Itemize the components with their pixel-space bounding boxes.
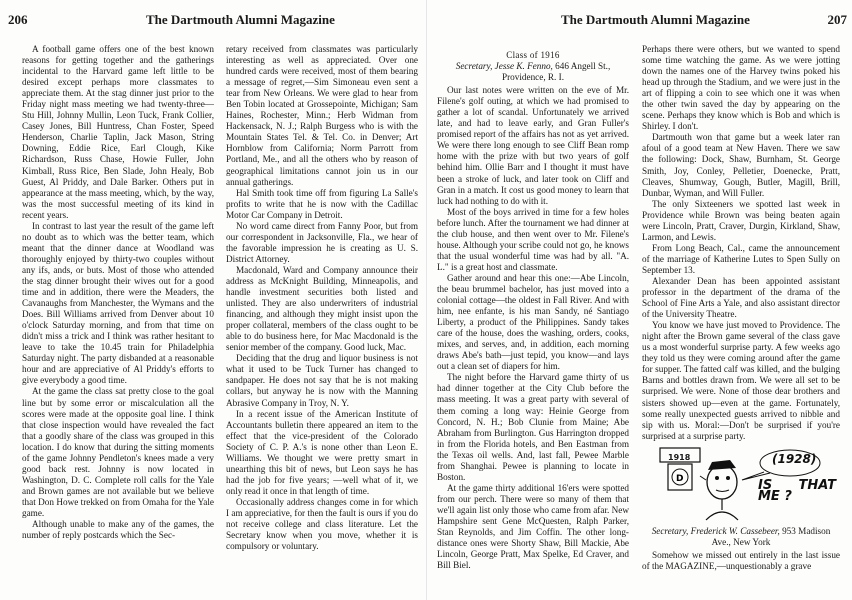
secretary-name: Frederick W. Cassebeer,: [690, 525, 780, 536]
left-column-1: [22, 44, 214, 541]
paragraph: The only Sixteeners we spotted last week in Providence while Brown was being beaten again were Lincoln, Pratt, Craver, Durgin, Kirkland, Shaw, Larmon, and Lewis.: [642, 198, 840, 242]
paragraph: Alexander Dean has been appointed assistant professor in the department of the drama of the School of Fine Arts a Yale, and also assistant director of the University Theatre.: [642, 275, 840, 320]
paragraph: At the game thirty additional 16'ers were spotted from our perch. There were so many of them that we'll again list only those who came from afar. New Hampshire sent Gene McQuesten, Ralph Parker, Stan Reynolds, and Jim Coffin. The other long-distance ones were Shorty Shaw, Bill Mackie, Abe Lincoln, George Pratt, Max Spelke, Ed Craver, and Bill Biel.: [437, 482, 629, 571]
right-column-2: [642, 44, 840, 572]
paragraph: Hal Smith took time off from figuring La Salle's profits to write that he is now with the Cadillac Motor Car Company in Detroit.: [226, 187, 418, 220]
paragraph: The night before the Harvard game thirty of us had dinner together at the City Club before the mass meeting. It was a great party with several of them coming a long way: Heinie George from Concord, N. H.; Bob Clunie from Maine; Abe Abraham from Burlington. Gus Harrington dropped in from the Florida hotels, and Ben Eastman from the Texas oil wells. And, last fall, Pewee Marble from Shanghai. Pewee is planning to locate in Boston.: [437, 372, 629, 482]
paragraph: In a recent issue of the American Institute of Accountants bulletin there appeared an item to the effect that the vice-president of the Colorado Society of C. P. A.'s is none other than Leon E. Williams. We thought we were pretty smart in unearthing this bit of news, but Leon says he has had the job for five years; —well what of it, we only read it once in that length of time.: [226, 408, 418, 496]
paragraph: Dartmouth won that game but a week later ran afoul of a good team at New Haven. There we saw the following: Dock, Shaw, Burnham, St. George Smith, Joy, Conley, Pelletier, Doenecke, Pratt, Cleaves, Shumway, Gough, Butler, Magill, Brill, Dunbar, Wyman, and Will Fuller.: [642, 132, 840, 198]
paragraph: Our last notes were written on the eve of Mr. Filene's golf outing, at which we had promised to gather a lot of scandal. Unfortunately we arrived late, and had to leave early, and Gran Fuller's promised report of the affairs has not as yet arrived. We were there long enough to see Cliff Bean romp home with the prize with but two years of golf behind him. Ollie Barr and I thought it must have been a stroke of luck, and later took on Cliff and Gran in a match. It cost us good money to learn that luck had nothing to do with it.: [437, 85, 629, 206]
left-page-header: [0, 12, 426, 30]
secretary-name: Jesse K. Fenno,: [494, 61, 553, 72]
paragraph: retary received from classmates was particularly interesting as well as appreciated. Over one hundred cards were received, most of them bearing a message of regret,—Sim Simoneau even sent a tear from New Orleans. We were glad to hear from Ben Tobin located at Grossepointe, Michigan; Sam Haines, Rochester, Minn.; Herb Widman from Hackensack, N. J.; Ralph Burgess who is with the Mountain States Tel. & Tel. Co. in Denver; Art Hornblow from California; Norm Parrott from Portland, Me., and all the others who by reason of geographical limitations cannot join us in our annual gatherings.: [226, 44, 418, 187]
right-page-header: [427, 12, 852, 30]
paragraph: Somehow we missed out entirely in the last issue of the MAGAZINE,—unquestionably a grave: [642, 549, 840, 571]
paragraph: In contrast to last year the result of the game left no doubt as to which was the better team, which meant that the dinner dance at Woodland was thoroughly enjoyed by thirty-two couples without any ifs, ands, or buts. Most of those who attended the stag dinner brought their wives out for a good time and in addition, there were the Meaders, the Cavanaughs from Manchester, the Wymans and the Does. Bill Williams arrived from Denver about 10 o'clock Saturday morning, and from that time on didn't miss a trick and I think was rather hesitant to leave to take the 10.45 train for Philadelphia Saturday night. The party disbanded at a reasonable hour and are appreciative of Al Priddy's efforts to give everybody a good time.: [22, 220, 214, 386]
svg-text:D: D: [676, 473, 684, 484]
page-number: 206: [8, 12, 28, 27]
cartoon-bubble-year: (1928): [772, 451, 817, 466]
secretary-line-1928: [642, 526, 840, 548]
secretary-address: 953 Madison Ave., New York: [711, 525, 831, 547]
right-column-1: [437, 44, 629, 571]
paragraph: Occasionally address changes come in for which I am appreciative, for then the fault is ours if you do not receive college and class literature. Let the Secretary know when you move, whether it is compulsory or voluntary.: [226, 496, 418, 552]
paragraph: At the game the class sat pretty close to the goal line but by some error or miscalculation all the scores were made at the opposite goal line. I think that close inspection would have revealed the fact that a goodly share of the class was grouped in this location. I do know that during the sitting moments of the game Johnny Pendleton's knees made a very good back rest. Johnny is now located in Washington, D. C. Complete roll calls for the Yale and Brown games are not available but we believe that Don Howe trekked on from Omaha for the Yale game.: [22, 386, 214, 518]
running-title: The Dartmouth Alumni Magazine: [561, 12, 750, 27]
left-column-2: [226, 44, 418, 552]
paragraph: Although unable to make any of the games, the number of reply postcards which the Sec-: [22, 519, 214, 541]
paragraph: Deciding that the drug and liquor business is not what it used to be Tuck Turner has changed to sandpaper. He does not say that he is not making collars, but anyway he is now with the Manning Abrasive Company in Troy, N. Y.: [226, 353, 418, 408]
secretary-prefix: Secretary,: [651, 525, 689, 536]
page-number: 207: [827, 12, 847, 27]
secretary-line-1916: [437, 61, 629, 83]
paragraph: No word came direct from Fanny Poor, but from our correspondent in Jacksonville, Fla., we hear of the favorable impression he is creating as U. S. District Attorney.: [226, 220, 418, 264]
secretary-prefix: Secretary,: [455, 61, 493, 72]
running-title: The Dartmouth Alumni Magazine: [146, 12, 335, 27]
paragraph: Most of the boys arrived in time for a few holes before lunch. After the tournament we had dinner at the club house, and then went over to Mr. Filene's house. Although your scribe could not go, he knows that the usual wonderful time was had by all. "A. L." is a great host and classmate.: [437, 206, 629, 272]
class-cartoon: [646, 446, 836, 522]
paragraph: Macdonald, Ward and Company announce their address as McKnight Building, Minneapolis, and handle investment securities both listed and unlisted. They are also underwriters of industrial financing, and although they might insist upon the proper collateral, members of the class ought to be able to do business here, for Mac Macdonald is the senior member of the company. Good luck, Mac.: [226, 264, 418, 353]
paragraph: You know we have just moved to Providence. The night after the Brown game several of the class gave us a most wonderful surprise party. A few weeks ago they told us they were coming around after the game for supper. The fatted calf was killed, and the bulging Barns and bottles drawn from. We were all set to be surprised. We were. None of those dear brothers and sisters showed up—even at the game. Fortunately, some really unexpected guests arrived to nibble and sip with us. Moral:—Don't be surprised if you're surprised at a surprise party.: [642, 320, 840, 441]
paragraph: From Long Beach, Cal., came the announcement of the marriage of Katherine Lutes to Spen Sully on September 13.: [642, 242, 840, 275]
class-heading: Class of 1916: [506, 50, 560, 60]
secretary-address: 646 Angell St., Providence, R. I.: [501, 61, 611, 83]
cartoon-caption: IS THAT ME ?: [758, 477, 836, 504]
paragraph: Gather around and hear this one:—Abe Lincoln, the beau brummel bachelor, has just moved into a colonial cottage—the oldest in Fall River. And with him, nee enfante, is his man Sandy, né Santiago Liberty, a product of the Philippines. Sandy takes care of the house, does the washing, orders, cooks, mixes, and serves, and, in addition, each morning draws Abe's bath—just tepid, you know—and lays out a clean set of diapers for him.: [437, 272, 629, 372]
cartoon-year-label: 1918: [668, 452, 691, 462]
right-page: [426, 0, 852, 600]
paragraph: A football game offers one of the best known reasons for getting together and the gatherings incidental to the Harvard game left little to be desired except perhaps more classmates to appreciate them. At the stag dinner just prior to the Friday night mass meeting we had twenty-three—Stu Hill, Johnny Mullin, Leon Tuck, Frank Collier, Casey Jones, Bill Huntress, Chan Foster, Speed Henderson, Charlie Taplin, Jack Mason, String Downing, Eddie Rice, Earl Clough, Kike Richardson, Russ Chase, Howie Fuller, John Kimball, Russ Rice, Ben Slade, John Healy, Bob Guest, Al Priddy, and Dale Barker. Others put in appearance at the mass meeting, which, by the way, was the most successful meeting of its kind in recent years.: [22, 44, 214, 220]
paragraph: Perhaps there were others, but we wanted to spend some time watching the game. As we were jotting down the names one of the Harvey twins poked his head up through the Stadium, and we were just in the art of flipping a coin to see which one it was when the other twin saved the day by appearing on the scene. Perhaps they know which is Bob and which is Shirley. I don't.: [642, 44, 840, 132]
